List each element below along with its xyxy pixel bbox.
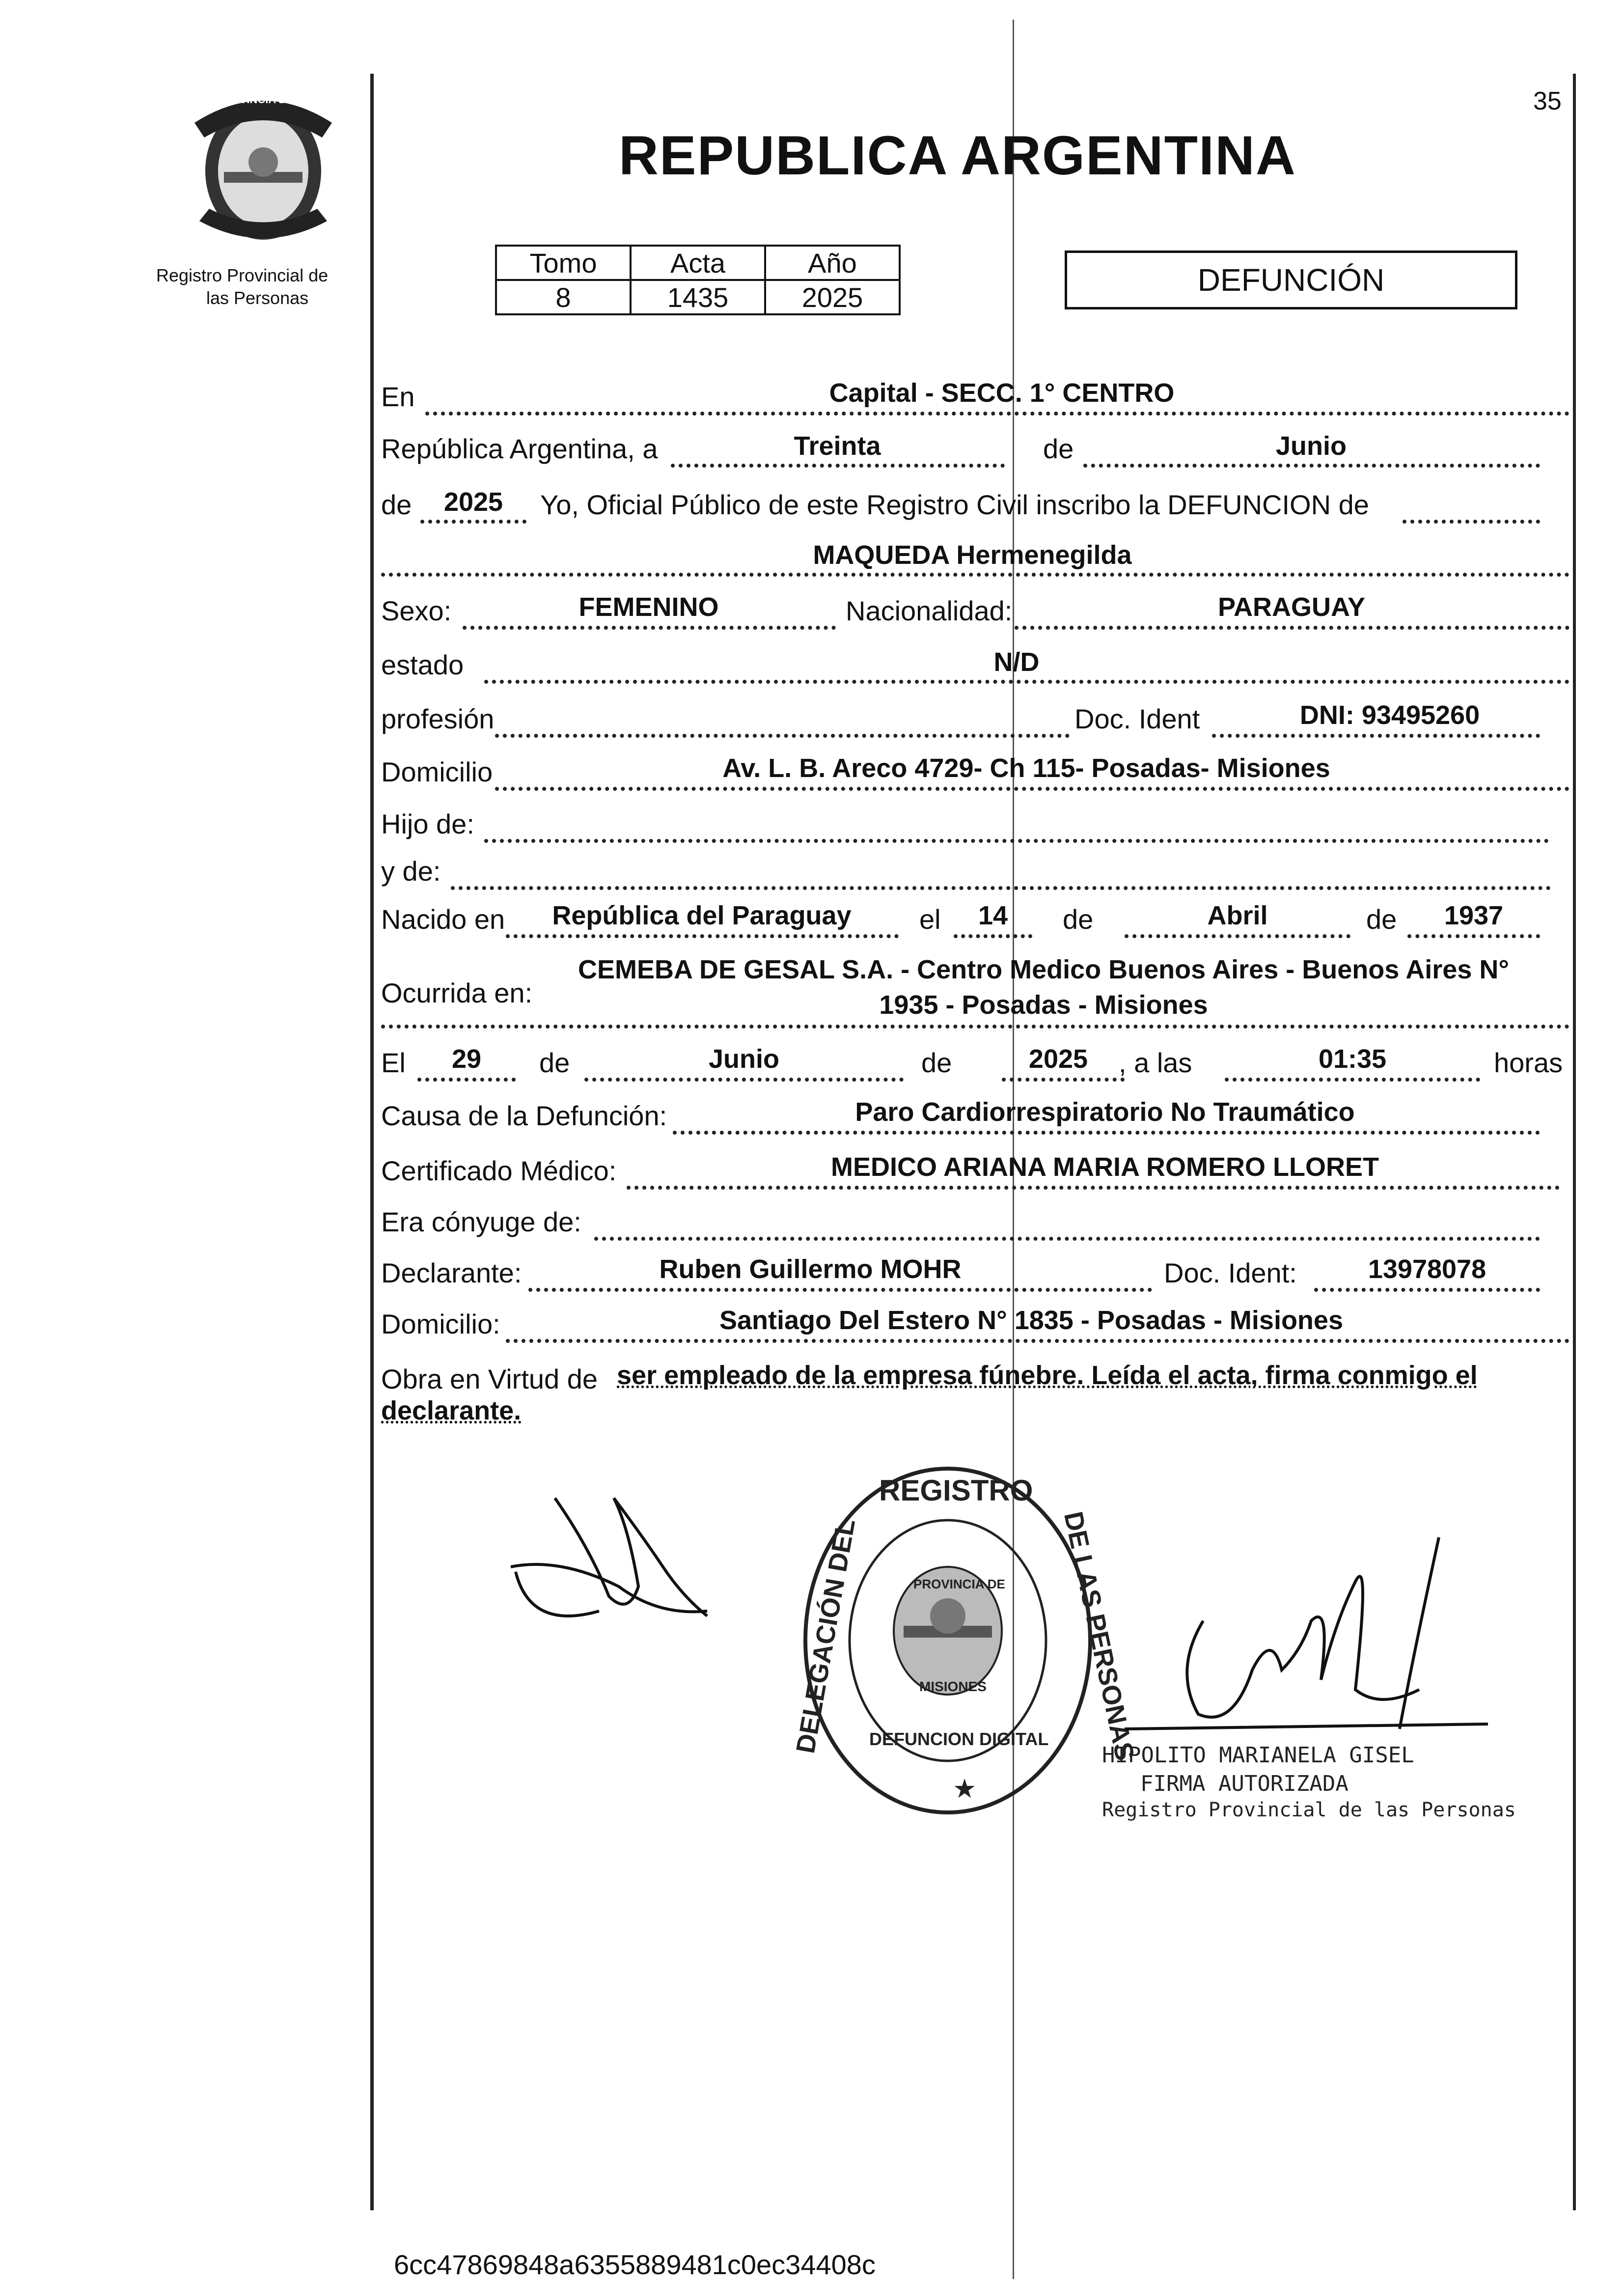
statement-tail-line bbox=[1403, 520, 1540, 524]
page-title: REPUBLICA ARGENTINA bbox=[619, 125, 1296, 186]
nacido-label: Nacido en bbox=[381, 904, 505, 935]
horas-label: horas bbox=[1494, 1047, 1563, 1078]
statement-text: Yo, Oficial Público de este Registro Civil inscribo la DEFUNCION de bbox=[540, 489, 1369, 520]
hijo-line bbox=[484, 839, 1549, 843]
en-value: Capital - SECC. 1° CENTRO bbox=[829, 378, 1175, 408]
de-label-4: de bbox=[1366, 904, 1397, 935]
signature-scribble-icon bbox=[1125, 1523, 1508, 1749]
causa-label: Causa de la Defunción: bbox=[381, 1100, 667, 1131]
death-day: 29 bbox=[451, 1044, 482, 1074]
birth-day-line bbox=[954, 934, 1032, 938]
col-tomo-header: Tomo bbox=[496, 246, 631, 280]
table-row bbox=[496, 280, 900, 314]
de-label-3: de bbox=[1063, 904, 1094, 935]
col-anio-header: Año bbox=[765, 246, 900, 280]
doc-ident-label: Doc. Ident bbox=[1074, 703, 1200, 734]
estado-label: estado bbox=[381, 649, 464, 680]
registry-name-line2: las Personas bbox=[206, 288, 309, 308]
ocurrida-line bbox=[381, 1025, 1569, 1029]
death-month: Junio bbox=[709, 1044, 779, 1074]
hijo-label: Hijo de: bbox=[381, 808, 474, 839]
scan-fold-line bbox=[1013, 20, 1014, 2279]
sexo-label: Sexo: bbox=[381, 595, 452, 626]
doc-ident-value: DNI: 93495260 bbox=[1299, 700, 1480, 730]
death-time-line bbox=[1225, 1078, 1480, 1082]
col-acta-header: Acta bbox=[631, 246, 765, 280]
death-year-line bbox=[1002, 1078, 1125, 1082]
nacido-value: República del Paraguay bbox=[552, 901, 852, 930]
causa-line bbox=[673, 1131, 1540, 1135]
yde-label: y de: bbox=[381, 856, 441, 887]
domicilio-line bbox=[495, 787, 1569, 791]
logo-text: PROVINCIA DE MISIONES bbox=[216, 93, 350, 106]
document-hash: 6cc47869848a6355889481c0ec34408c bbox=[394, 2249, 876, 2280]
estado-line bbox=[484, 680, 1569, 684]
seal-text-left: DELEGACIÓN DEL bbox=[791, 1516, 861, 1756]
decl-domicilio-line bbox=[506, 1339, 1569, 1343]
profesion-line bbox=[495, 734, 1070, 738]
declarante-value: Ruben Guillermo MOHR bbox=[659, 1254, 962, 1284]
birth-month-line bbox=[1125, 934, 1350, 938]
acta-value: 1435 bbox=[631, 280, 765, 314]
ocurrida-line2: 1935 - Posadas - Misiones bbox=[879, 990, 1208, 1020]
table-row bbox=[496, 246, 900, 280]
conyuge-line bbox=[594, 1237, 1540, 1241]
death-time: 01:35 bbox=[1318, 1044, 1387, 1074]
declarante-line bbox=[528, 1288, 1152, 1292]
seal-inner-bottom: MISIONES bbox=[919, 1679, 987, 1694]
birth-month: Abril bbox=[1207, 901, 1268, 930]
republica-label: República Argentina, a bbox=[381, 433, 658, 464]
sexo-value: FEMENINO bbox=[578, 592, 719, 622]
de-label-2: de bbox=[381, 489, 412, 520]
authorized-org: Registro Provincial de las Personas bbox=[1102, 1799, 1516, 1821]
day-value: Treinta bbox=[794, 431, 881, 461]
deceased-name-line bbox=[381, 573, 1569, 577]
estado-value: N/D bbox=[993, 647, 1040, 677]
en-line bbox=[425, 412, 1569, 416]
decl-domicilio-value: Santiago Del Estero N° 1835 - Posadas - Misiones bbox=[719, 1306, 1343, 1335]
authorized-name: HIPOLITO MARIANELA GISEL bbox=[1102, 1743, 1414, 1768]
birth-year: 1937 bbox=[1444, 901, 1504, 930]
seal-inner-top: PROVINCIA DE bbox=[913, 1577, 1005, 1591]
authorized-role: FIRMA AUTORIZADA bbox=[1140, 1771, 1349, 1796]
ocurrida-label: Ocurrida en: bbox=[381, 977, 533, 1008]
birth-day: 14 bbox=[978, 901, 1008, 930]
coat-of-arms-icon bbox=[185, 88, 342, 250]
declarant-signature bbox=[501, 1469, 727, 1636]
day-line bbox=[671, 464, 1005, 468]
certificado-label: Certificado Médico: bbox=[381, 1155, 617, 1186]
form-right-border bbox=[1573, 74, 1576, 2210]
province-logo bbox=[185, 88, 342, 250]
nacionalidad-label: Nacionalidad: bbox=[846, 595, 1013, 626]
nacionalidad-line bbox=[1015, 626, 1569, 630]
doc-ident-line bbox=[1212, 734, 1540, 738]
certificado-value: MEDICO ARIANA MARIA ROMERO LLORET bbox=[831, 1152, 1379, 1182]
certificado-line bbox=[627, 1186, 1560, 1190]
declarante-doc-value: 13978078 bbox=[1368, 1254, 1486, 1284]
year-value: 2025 bbox=[443, 487, 503, 517]
page-number: 35 bbox=[1533, 87, 1562, 115]
nacido-line bbox=[506, 934, 899, 938]
declarante-label: Declarante: bbox=[381, 1257, 522, 1288]
El-label: El bbox=[381, 1047, 406, 1078]
death-year: 2025 bbox=[1028, 1044, 1088, 1074]
registry-name-line1: Registro Provincial de bbox=[156, 265, 329, 285]
de-label-5: de bbox=[539, 1047, 570, 1078]
obra-value-line2: declarante. bbox=[381, 1396, 522, 1425]
de-label-1: de bbox=[1043, 433, 1074, 464]
year-line bbox=[420, 520, 526, 524]
obra-value-line1: ser empleado de la empresa fúnebre. Leída el acta, firma conmigo el bbox=[617, 1361, 1478, 1390]
de-label-6: de bbox=[921, 1047, 952, 1078]
en-label: En bbox=[381, 381, 415, 412]
yde-line bbox=[451, 886, 1551, 890]
ocurrida-line1: CEMEBA DE GESAL S.A. - Centro Medico Buenos Aires - Buenos Aires N° bbox=[578, 955, 1509, 984]
birth-year-line bbox=[1407, 934, 1540, 938]
death-month-line bbox=[584, 1078, 904, 1082]
anio-value: 2025 bbox=[765, 280, 900, 314]
doc-type-box: DEFUNCIÓN bbox=[1065, 250, 1517, 309]
declarante-doc-label: Doc. Ident: bbox=[1164, 1257, 1297, 1288]
seal-text-top: REGISTRO bbox=[879, 1474, 1033, 1507]
decl-domicilio-label: Domicilio: bbox=[381, 1308, 500, 1339]
reference-table bbox=[495, 245, 901, 315]
declarante-doc-line bbox=[1314, 1288, 1540, 1292]
form-left-border bbox=[370, 74, 374, 2210]
profesion-label: profesión bbox=[381, 703, 495, 734]
sexo-line bbox=[463, 626, 836, 630]
conyuge-label: Era cónyuge de: bbox=[381, 1206, 581, 1237]
domicilio-label: Domicilio bbox=[381, 756, 493, 787]
seal-star: ★ bbox=[953, 1774, 977, 1804]
official-seal bbox=[800, 1464, 1095, 1817]
signature-scribble-icon bbox=[501, 1469, 727, 1636]
causa-value: Paro Cardiorrespiratorio No Traumático bbox=[855, 1097, 1355, 1127]
month-value: Junio bbox=[1276, 431, 1347, 461]
el-label: el bbox=[919, 904, 941, 935]
domicilio-value: Av. L. B. Areco 4729- Ch 115- Posadas- Misiones bbox=[722, 753, 1330, 783]
month-line bbox=[1083, 464, 1540, 468]
seal-icon bbox=[800, 1464, 1095, 1817]
seal-inner-ring: DEFUNCION DIGITAL bbox=[869, 1729, 1049, 1749]
authorized-signature bbox=[1125, 1523, 1508, 1749]
nacionalidad-value: PARAGUAY bbox=[1217, 592, 1366, 622]
obra-label: Obra en Virtud de bbox=[381, 1364, 598, 1394]
alas-label: , a las bbox=[1119, 1047, 1192, 1078]
tomo-value: 8 bbox=[496, 280, 631, 314]
deceased-name: MAQUEDA Hermenegilda bbox=[813, 540, 1132, 570]
death-day-line bbox=[417, 1078, 516, 1082]
seal-text-right: DE LAS PERSONAS bbox=[1058, 1509, 1140, 1763]
